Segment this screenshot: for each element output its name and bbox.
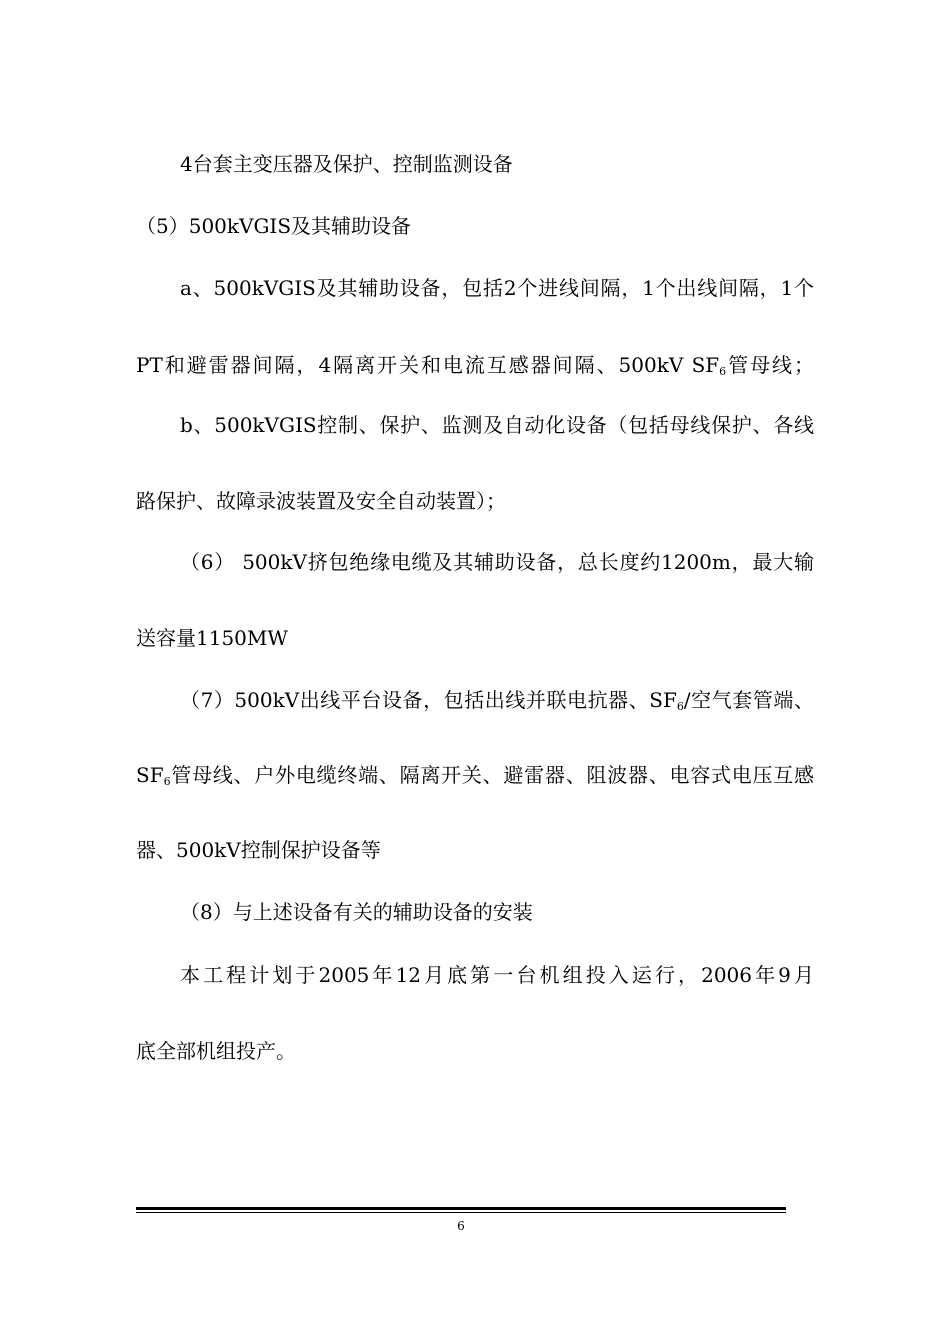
page-number: 6 <box>457 1219 465 1233</box>
body-line-4-part-b: 管母线； <box>726 353 814 377</box>
body-line-4 <box>136 353 814 377</box>
footer-rule-thick <box>136 1207 786 1210</box>
body-line-11: 器、500kV控制保护设备等 <box>136 838 381 862</box>
subscript-6: 6 <box>719 365 727 378</box>
body-line-8: 送容量1150MW <box>136 626 288 650</box>
body-line-13: 本工程计划于2005年12月底第一台机组投入运行，2006年9月 <box>180 963 814 987</box>
section-heading-8: （8）与上述设备有关的辅助设备的安装 <box>180 900 533 924</box>
body-line-10-part-b: 管母线、户外电缆终端、隔离开关、避雷器、阻波器、电容式电压互感 <box>170 763 814 787</box>
body-line-9 <box>180 688 814 712</box>
subscript-6: 6 <box>163 775 171 788</box>
subscript-6: 6 <box>676 700 684 713</box>
body-line-3: a、500kVGIS及其辅助设备，包括2个进线间隔，1个出线间隔，1个 <box>180 276 814 300</box>
body-line-14: 底全部机组投产。 <box>136 1039 296 1063</box>
body-line-7: （6） 500kV挤包绝缘电缆及其辅助设备，总长度约1200m，最大输 <box>180 550 814 574</box>
body-line-6: 路保护、故障录波装置及安全自动装置）； <box>136 489 506 513</box>
body-line-1: 4台套主变压器及保护、控制监测设备 <box>180 152 513 176</box>
body-line-9-part-a: （7）500kV出线平台设备，包括出线并联电抗器、SF <box>180 688 677 712</box>
body-line-10 <box>136 763 814 787</box>
footer-rule-thin <box>136 1212 786 1213</box>
body-line-4-part-a: PT和避雷器间隔，4隔离开关和电流互感器间隔、500kV SF <box>136 353 720 377</box>
body-line-5: b、500kVGIS控制、保护、监测及自动化设备（包括母线保护、各线 <box>180 413 814 437</box>
body-line-10-part-a: SF <box>136 763 164 787</box>
section-heading-5: （5）500kVGIS及其辅助设备 <box>136 214 412 238</box>
body-line-9-part-b: /空气套管端、 <box>683 688 814 712</box>
